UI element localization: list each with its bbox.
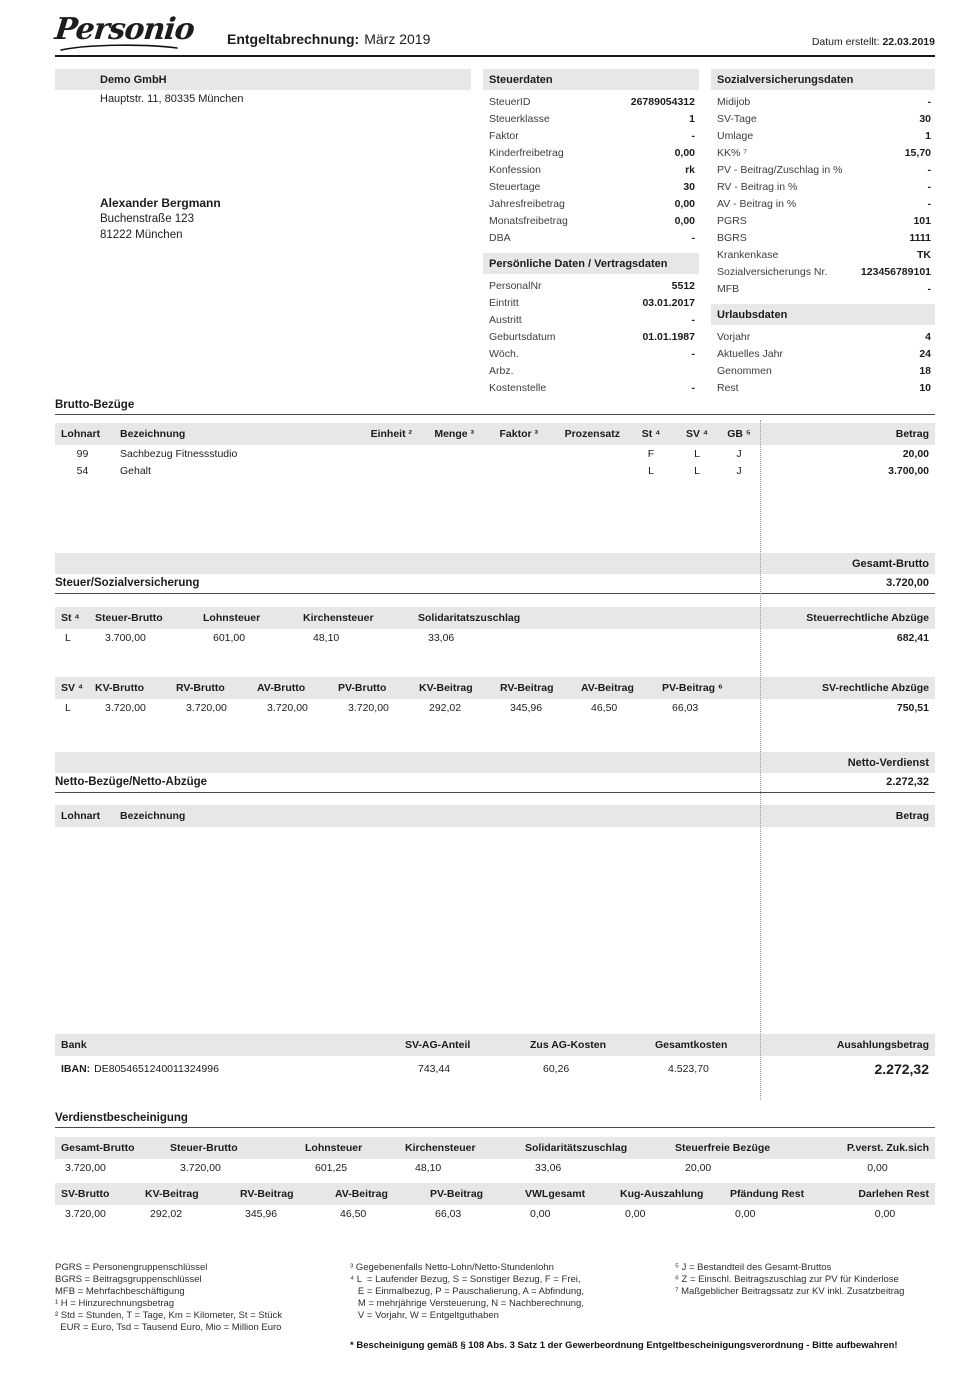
col-kv-beitrag: KV-Beitrag: [419, 682, 473, 694]
col-bank: Bank: [61, 1039, 87, 1051]
cell-rv-beitrag: 345,96: [510, 701, 543, 714]
field-label: Jahresfreibetrag: [489, 197, 565, 210]
legend-line: EUR = Euro, Tsd = Tausend Euro, Mio = Million Euro: [55, 1322, 282, 1333]
steuer-table-header: [55, 607, 935, 629]
field-value: 0,00: [674, 214, 695, 227]
cell-kug-auszahlung: 0,00: [625, 1207, 646, 1220]
field-label: PV - Beitrag/Zuschlag in %: [717, 163, 843, 176]
cell-rv-beitrag: 345,96: [245, 1207, 278, 1220]
field-row: [711, 161, 935, 178]
field-value: 4: [925, 330, 931, 343]
document-header: [55, 12, 935, 52]
iban-value: DE8054651240011324996: [94, 1063, 219, 1075]
field-label: Krankenkase: [717, 248, 779, 261]
verdienst-table2-row: [55, 1205, 935, 1222]
field-value: -: [927, 197, 931, 210]
field-label: Geburtsdatum: [489, 330, 556, 343]
field-label: PersonalNr: [489, 279, 542, 292]
field-row: [711, 195, 935, 212]
cell-iban: [55, 1063, 400, 1075]
cell-pv-brutto: 3.720,00: [348, 701, 389, 714]
col-rv-beitrag: RV-Beitrag: [500, 682, 554, 694]
field-label: Arbz.: [489, 364, 514, 377]
field-label: Konfession: [489, 163, 541, 176]
col-pv-beitrag: PV-Beitrag: [430, 1188, 484, 1200]
col-st: St ⁴: [641, 428, 661, 440]
field-value: 1111: [909, 231, 931, 244]
col-pv-brutto: PV-Brutto: [338, 682, 387, 694]
field-label: SV-Tage: [717, 112, 757, 125]
document-period: März 2019: [364, 31, 431, 47]
section-netto-title: Netto-Bezüge/Netto-Abzüge: [55, 776, 208, 788]
gesamt-brutto-label: Gesamt-Brutto: [851, 557, 929, 570]
col-gb: GB ⁵: [727, 428, 751, 440]
col-rv-beitrag: RV-Beitrag: [240, 1188, 294, 1200]
legend-line: MFB = Mehrfachbeschäftigung: [55, 1286, 185, 1297]
cell-pfaendung-rest: 0,00: [735, 1207, 756, 1220]
field-value: 123456789101: [860, 265, 931, 278]
field-label: Vorjahr: [717, 330, 751, 343]
col-pverst-zuksich: P.verst. Zuk.sich: [846, 1142, 929, 1154]
field-row: [483, 311, 699, 328]
field-label: Kinderfreibetrag: [489, 146, 564, 159]
cell-betrag: 20,00: [902, 447, 929, 460]
field-label: Sozialversicherungs Nr.: [717, 265, 828, 278]
field-row: [711, 362, 935, 379]
field-label: Umlage: [717, 129, 754, 142]
field-label: Eintritt: [489, 296, 519, 309]
field-row: [483, 178, 699, 195]
field-value: 30: [919, 112, 931, 125]
cell-av-beitrag: 46,50: [340, 1207, 367, 1220]
cell-pv-beitrag: 66,03: [435, 1207, 462, 1220]
cell-sv-rechtliche-abzuege: 750,51: [896, 701, 929, 714]
col-sv-ag-anteil: SV-AG-Anteil: [405, 1039, 471, 1051]
tax-column: [483, 69, 699, 396]
cell-zus-ag-kosten: 60,26: [543, 1063, 570, 1075]
col-st: St ⁴: [61, 612, 80, 624]
col-zus-ag-kosten: Zus AG-Kosten: [530, 1039, 607, 1051]
field-label: SteuerID: [489, 95, 531, 108]
field-value: 26789054312: [630, 95, 695, 108]
cell-st: F: [647, 447, 655, 460]
field-row: [483, 93, 699, 110]
field-row: [483, 195, 699, 212]
col-av-beitrag: AV-Beitrag: [335, 1188, 388, 1200]
field-label: Steuertage: [489, 180, 541, 193]
cell-solidaritaetszuschlag: 33,06: [535, 1161, 562, 1174]
field-value: 0,00: [674, 197, 695, 210]
legend-line: ⁴ L = Laufender Bezug, S = Sonstiger Bezug, F = Frei,: [350, 1274, 581, 1285]
field-row: [711, 178, 935, 195]
col-darlehen-rest: Darlehen Rest: [858, 1188, 929, 1200]
field-value: 1: [925, 129, 931, 142]
col-steuer-brutto: Steuer-Brutto: [95, 612, 163, 624]
document-title: [227, 31, 430, 52]
company-name: Demo GmbH: [100, 73, 167, 86]
col-lohnsteuer: Lohnsteuer: [203, 612, 261, 624]
field-row: [483, 144, 699, 161]
verdienst-table1-header: [55, 1137, 935, 1159]
col-steuer-brutto: Steuer-Brutto: [170, 1142, 238, 1154]
legend-line: ² Std = Stunden, T = Tage, Km = Kilometer, St = Stück: [55, 1310, 283, 1321]
field-label: Midijob: [717, 95, 751, 108]
legend-line: ¹ H = Hinzurechnungsbetrag: [55, 1298, 175, 1309]
col-sv: SV ⁴: [61, 682, 84, 694]
cell-steuer-brutto: 3.720,00: [180, 1161, 221, 1174]
legend-column-3: [675, 1262, 935, 1334]
cell-solidaritatszuschlag: 33,06: [428, 631, 455, 644]
field-value: 03.01.2017: [642, 296, 695, 309]
field-label: Monatsfreibetrag: [489, 214, 568, 227]
netto-verdienst-value: 2.272,32: [886, 776, 929, 788]
header-rule: [55, 55, 935, 57]
field-value: 18: [919, 364, 931, 377]
col-av-brutto: AV-Brutto: [257, 682, 306, 694]
section-brutto-title: Brutto-Bezüge: [55, 399, 935, 415]
col-lohnsteuer: Lohnsteuer: [305, 1142, 363, 1154]
cell-lohnart: 54: [76, 464, 89, 477]
col-bezeichnung: Bezeichnung: [120, 428, 186, 440]
field-row: [483, 362, 699, 379]
brutto-row: [55, 462, 935, 479]
cell-rv-brutto: 3.720,00: [186, 701, 227, 714]
field-value: -: [927, 95, 931, 108]
field-row: [711, 328, 935, 345]
col-kv-beitrag: KV-Beitrag: [145, 1188, 199, 1200]
cell-gesamtkosten: 4.523,70: [668, 1063, 709, 1075]
col-lohnart: Lohnart: [61, 810, 101, 822]
retention-notice: * Bescheinigung gemäß § 108 Abs. 3 Satz 1 der Gewerbeordnung Entgeltbescheinigungsverordnung - Bitte aufbewahren!: [350, 1340, 898, 1351]
taxdata-header-bar: [483, 69, 699, 90]
field-label: KK% ⁷: [717, 146, 748, 159]
field-label: BGRS: [717, 231, 747, 244]
field-value: 0,00: [674, 146, 695, 159]
legend-line: E = Einmalbezug, P = Pauschalierung, A = Abfindung,: [350, 1286, 585, 1297]
field-row: [483, 161, 699, 178]
col-kirchensteuer: Kirchensteuer: [303, 612, 374, 624]
netto-verdienst-label: Netto-Verdienst: [847, 756, 929, 769]
bank-table-header: [55, 1034, 935, 1056]
sv-table-header: [55, 677, 935, 699]
document-title-label: Entgeltabrechnung:: [227, 31, 360, 47]
col-kug-auszahlung: Kug-Auszahlung: [620, 1188, 704, 1200]
col-sv-rechtliche-abzuege: SV-rechtliche Abzüge: [822, 682, 929, 694]
field-row: [483, 229, 699, 246]
employee-city: 81222 München: [100, 229, 183, 241]
cell-sv: L: [65, 701, 71, 714]
field-value: -: [691, 313, 695, 326]
steuer-sv-section-row: [55, 574, 935, 594]
cell-betrag: 3.700,00: [888, 464, 929, 477]
field-row: [483, 294, 699, 311]
col-rv-brutto: RV-Brutto: [176, 682, 225, 694]
col-solidaritaetszuschlag: Solidaritätszuschlag: [525, 1142, 628, 1154]
field-value: 1: [689, 112, 695, 125]
field-value: 15,70: [904, 146, 931, 159]
brutto-table: [55, 423, 935, 574]
field-value: rk: [685, 163, 695, 176]
cell-kirchensteuer: 48,10: [415, 1161, 442, 1174]
col-steuerrechtliche-abzuege: Steuerrechtliche Abzüge: [806, 612, 929, 624]
col-prozensatz: Prozensatz: [564, 428, 620, 440]
social-column: [711, 69, 935, 396]
field-value: -: [927, 163, 931, 176]
employee-street: Buchenstraße 123: [100, 213, 194, 225]
legend-column-1: [55, 1262, 350, 1334]
sv-row: [55, 699, 935, 716]
col-gesamt-brutto: Gesamt-Brutto: [61, 1142, 135, 1154]
col-pfaendung-rest: Pfändung Rest: [730, 1188, 805, 1200]
col-av-beitrag: AV-Beitrag: [581, 682, 634, 694]
cell-av-beitrag: 46,50: [591, 701, 618, 714]
bank-row: [55, 1056, 935, 1082]
cell-steuer-brutto: 3.700,00: [105, 631, 146, 644]
field-value: 24: [919, 347, 931, 360]
legend-line: ⁵ J = Bestandteil des Gesamt-Bruttos: [675, 1262, 832, 1273]
iban-label: IBAN:: [61, 1063, 91, 1075]
cell-st: L: [648, 464, 654, 477]
created-date-value: 22.03.2019: [882, 36, 935, 48]
legend-column-2: [350, 1262, 675, 1334]
col-kv-brutto: KV-Brutto: [95, 682, 144, 694]
gesamt-brutto-value: 3.720,00: [886, 577, 929, 589]
cell-kirchensteuer: 48,10: [313, 631, 340, 644]
field-row: [711, 110, 935, 127]
company-header-bar: [55, 69, 471, 90]
cell-steuerfreie-bezuege: 20,00: [685, 1161, 712, 1174]
field-value: 30: [683, 180, 695, 193]
cell-steuerrechtliche-abzuege: 682,41: [896, 631, 929, 644]
col-einheit: Einheit ²: [370, 428, 412, 440]
field-value: 5512: [671, 279, 695, 292]
col-sv: SV ⁴: [685, 428, 709, 440]
field-row: [711, 345, 935, 362]
field-label: Austritt: [489, 313, 522, 326]
company-column: [55, 69, 471, 396]
legend-line: V = Vorjahr, W = Entgeltguthaben: [350, 1310, 499, 1321]
personal-data-header-bar: [483, 253, 699, 274]
section-steuer-sv-title: Steuer/Sozialversicherung: [55, 577, 200, 589]
cell-kv-beitrag: 292,02: [429, 701, 462, 714]
field-label: AV - Beitrag in %: [717, 197, 797, 210]
field-row: [711, 229, 935, 246]
gesamt-brutto-bar: [55, 553, 935, 574]
legend-line: ⁶ Z = Einschl. Beitragszuschlag zur PV für Kinderlose: [675, 1274, 899, 1285]
vacation-title: Urlaubsdaten: [717, 308, 788, 321]
field-row: [711, 263, 935, 280]
cell-st: L: [65, 631, 71, 644]
field-label: RV - Beitrag in %: [717, 180, 798, 193]
brutto-table-header: [55, 423, 935, 445]
personal-data-title: Persönliche Daten / Vertragsdaten: [489, 257, 668, 270]
field-label: Rest: [717, 381, 739, 394]
employee-address-block: [55, 195, 471, 243]
legend-line: ⁷ Maßgeblicher Beitragssatz zur KV inkl. Zusatzbeitrag: [675, 1286, 905, 1297]
field-row: [483, 127, 699, 144]
amount-column-divider: [760, 420, 761, 1100]
vacation-header-bar: [711, 304, 935, 325]
section-verdienst-title: Verdienstbescheinigung: [55, 1112, 935, 1128]
field-label: Wöch.: [489, 347, 519, 360]
cell-bezeichnung: Sachbezug Fitnessstudio: [120, 447, 238, 460]
field-row: [711, 280, 935, 297]
legend-line: BGRS = Beitragsgruppenschlüssel: [55, 1274, 202, 1285]
field-row: [483, 379, 699, 396]
brutto-empty-space: [55, 479, 935, 553]
legend-footer: [55, 1262, 935, 1334]
field-row: [483, 277, 699, 294]
field-value: 10: [919, 381, 931, 394]
field-value: -: [927, 282, 931, 295]
col-betrag: Betrag: [895, 810, 929, 822]
info-section: [55, 69, 935, 396]
field-value: -: [691, 129, 695, 142]
col-kirchensteuer: Kirchensteuer: [405, 1142, 476, 1154]
created-date-label: Datum erstellt:: [811, 36, 880, 48]
col-pv-beitrag: PV-Beitrag ⁶: [662, 682, 723, 694]
field-value: -: [927, 180, 931, 193]
taxdata-title: Steuerdaten: [489, 73, 553, 86]
field-label: DBA: [489, 231, 511, 244]
cell-gb: J: [736, 464, 742, 477]
personio-logo-text: Personio: [53, 12, 196, 47]
cell-sv: L: [694, 464, 700, 477]
col-bezeichnung: Bezeichnung: [120, 810, 186, 822]
cell-av-brutto: 3.720,00: [267, 701, 308, 714]
cell-bezeichnung: Gehalt: [120, 464, 151, 477]
social-insurance-title: Sozialversicherungsdaten: [717, 73, 854, 86]
col-steuerfreie-bezuege: Steuerfreie Bezüge: [675, 1142, 771, 1154]
cell-pverst-zuksich: 0,00: [867, 1161, 888, 1174]
cell-sv-brutto: 3.720,00: [65, 1207, 106, 1220]
field-row: [711, 246, 935, 263]
company-address: Hauptstr. 11, 80335 München: [100, 93, 244, 105]
field-label: Faktor: [489, 129, 519, 142]
cell-darlehen-rest: 0,00: [874, 1207, 896, 1220]
cell-gb: J: [736, 447, 742, 460]
col-menge: Menge ³: [434, 428, 474, 440]
cell-vwlgesamt: 0,00: [530, 1207, 551, 1220]
field-row: [483, 345, 699, 362]
legend-line: M = mehrjährige Versteuerung, N = Nachberechnung,: [350, 1298, 584, 1309]
netto-verdienst-bar: [55, 752, 935, 773]
cell-sv: L: [694, 447, 700, 460]
col-auszahlungsbetrag: Ausahlungsbetrag: [836, 1039, 929, 1051]
cell-sv-ag-anteil: 743,44: [418, 1063, 451, 1075]
verdienst-table2-header: [55, 1183, 935, 1205]
field-value: 01.01.1987: [642, 330, 695, 343]
verdienst-table1-row: [55, 1159, 935, 1176]
employee-name: Alexander Bergmann: [100, 196, 221, 210]
cell-auszahlungsbetrag: 2.272,32: [874, 1061, 929, 1077]
field-value: -: [691, 231, 695, 244]
col-gesamtkosten: Gesamtkosten: [655, 1039, 728, 1051]
cell-lohnart: 99: [76, 447, 89, 460]
field-row: [483, 212, 699, 229]
personio-logo: [55, 12, 207, 52]
field-label: PGRS: [717, 214, 747, 227]
cell-kv-beitrag: 292,02: [150, 1207, 183, 1220]
cell-gesamt-brutto: 3.720,00: [65, 1161, 106, 1174]
netto-empty-space: [55, 827, 935, 1027]
social-insurance-header-bar: [711, 69, 935, 90]
field-label: Kostenstelle: [489, 381, 547, 394]
field-label: Genommen: [717, 364, 772, 377]
logo-swash-icon: [59, 43, 179, 52]
field-label: Aktuelles Jahr: [717, 347, 783, 360]
field-value: 101: [913, 214, 931, 227]
field-label: Steuerklasse: [489, 112, 550, 125]
field-row: [711, 379, 935, 396]
field-row: [711, 93, 935, 110]
cell-lohnsteuer: 601,00: [213, 631, 246, 644]
legend-line: PGRS = Personengruppenschlüssel: [55, 1262, 208, 1273]
cell-kv-brutto: 3.720,00: [105, 701, 146, 714]
netto-section-row: [55, 773, 935, 793]
col-solidaritatszuschlag: Solidaritatszuschlag: [418, 612, 521, 624]
col-vwlgesamt: VWLgesamt: [525, 1188, 586, 1200]
col-betrag: Betrag: [895, 428, 929, 440]
netto-table-header: [55, 805, 935, 827]
cell-pv-beitrag: 66,03: [672, 701, 699, 714]
created-date: [812, 36, 935, 52]
field-row: [483, 328, 699, 345]
col-faktor: Faktor ³: [499, 428, 538, 440]
legend-line: ³ Gegebenenfalls Netto-Lohn/Netto-Stundenlohn: [350, 1262, 554, 1273]
field-label: MFB: [717, 282, 740, 295]
field-value: TK: [917, 248, 931, 261]
col-sv-brutto: SV-Brutto: [61, 1188, 110, 1200]
cell-lohnsteuer: 601,25: [315, 1161, 348, 1174]
field-row: [711, 127, 935, 144]
field-value: -: [691, 347, 695, 360]
field-value: -: [691, 381, 695, 394]
field-row: [711, 212, 935, 229]
field-row: [483, 110, 699, 127]
brutto-row: [55, 445, 935, 462]
steuer-row: [55, 629, 935, 646]
field-row: [711, 144, 935, 161]
col-lohnart: Lohnart: [61, 428, 101, 440]
